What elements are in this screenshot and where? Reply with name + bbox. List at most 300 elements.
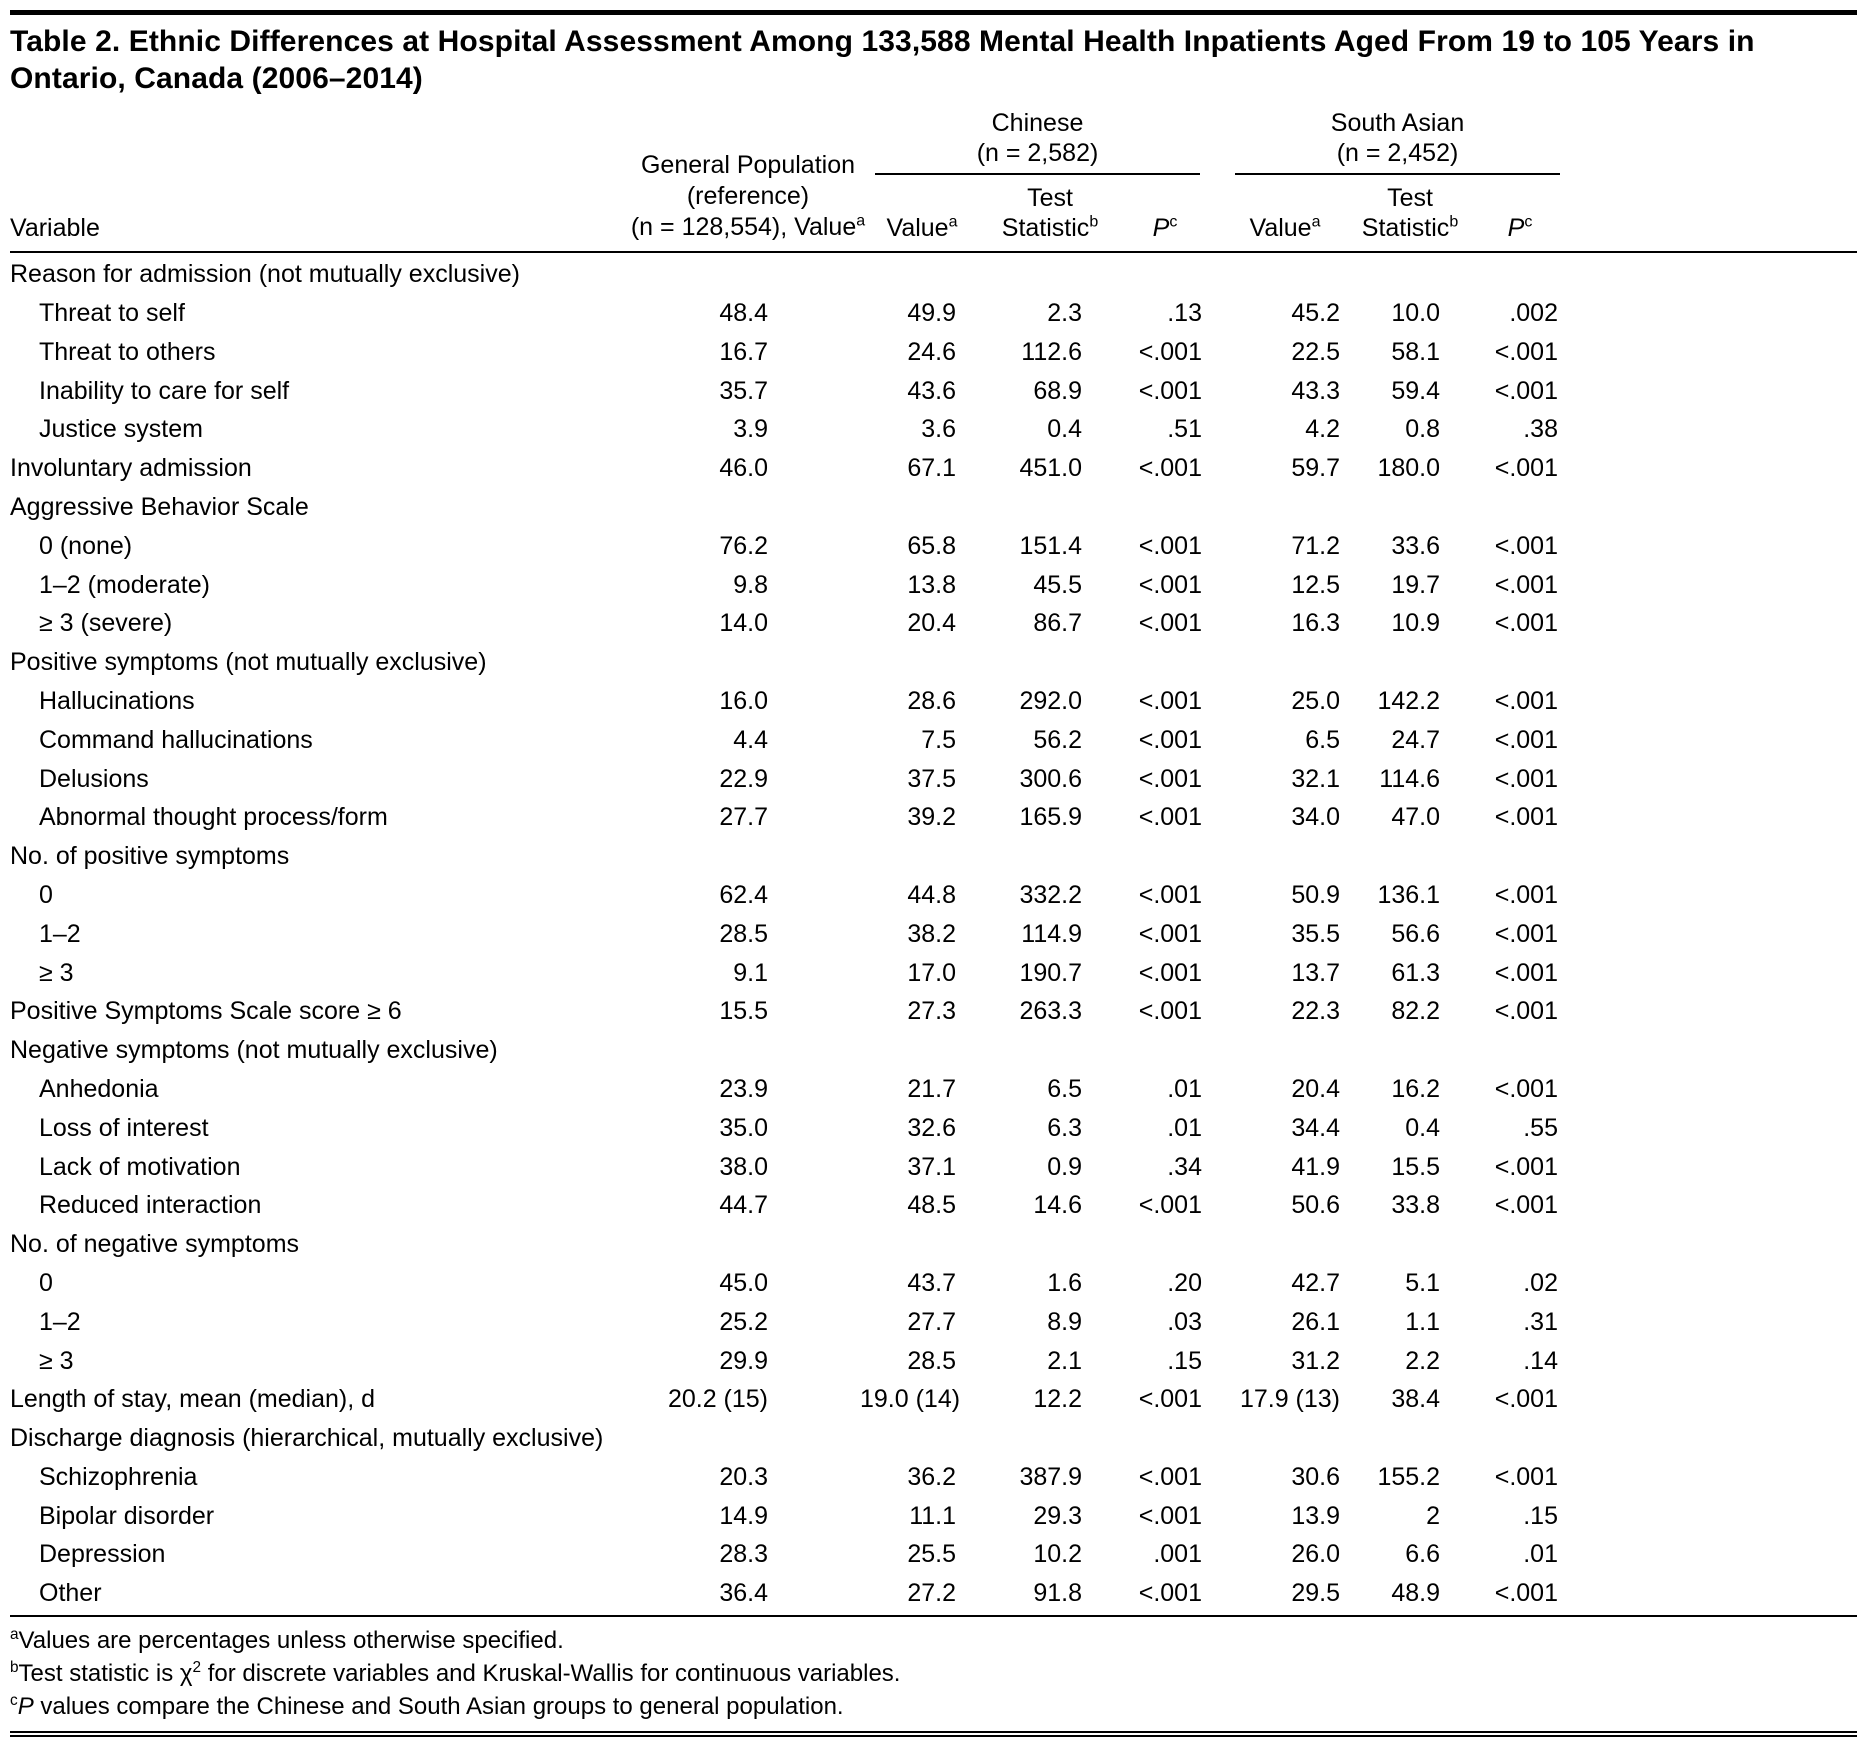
cell-chinese-p: <.001 [1138,803,1202,832]
table-row [10,1342,1857,1381]
footnote-c: $^c$P values compare the Chinese and South Asian groups to general population. [10,1692,844,1721]
row-trailing-spacer [1576,992,1857,1031]
cell-chinese-value: 37.5 [907,764,956,793]
cell-south-asian-value: 42.7 [1291,1268,1340,1297]
cell-chinese-test-statistic: 114.9 [1021,919,1082,948]
chinese-group-n: (n = 2,582) [976,139,1099,168]
cell-south-asian-test-statistic: 16.2 [1391,1074,1440,1103]
table-row [10,876,1857,915]
cell-south-asian-p: <.001 [1494,803,1558,832]
cell-south-asian-p: <.001 [1494,880,1558,909]
cell-south-asian-test-statistic: 19.7 [1391,570,1440,599]
cell-chinese-test-statistic: 387.9 [1019,1462,1082,1491]
cell-general-population-value: 3.9 [733,415,768,444]
cell-south-asian-p: .14 [1523,1346,1558,1375]
cell-south-asian-test-statistic: 33.6 [1391,531,1440,560]
cell-chinese-value: 27.2 [907,1579,956,1608]
footnotes [10,1615,1857,1723]
table-row [10,1497,1857,1536]
cell-chinese-test-statistic: 8.9 [1047,1307,1082,1336]
footnote-b: $^b$Test statistic is $\chi^2$ for discrete variables and Kruskal-Wallis for continuous variables. [10,1659,901,1688]
row-trailing-spacer [1576,449,1857,488]
row-label: 1–2 (moderate) [39,570,210,599]
south-asian-group-n: (n = 2,452) [1336,139,1459,168]
cell-south-asian-test-statistic: 2 [1426,1501,1440,1530]
cell-chinese-value: 25.5 [907,1540,956,1569]
cell-south-asian-test-statistic: 180.0 [1377,454,1440,483]
cell-south-asian-value: 50.9 [1291,880,1340,909]
row-trailing-spacer [1576,1109,1857,1148]
cell-south-asian-value: 31.2 [1291,1346,1340,1375]
row-trailing-spacer [1576,294,1857,333]
row-trailing-spacer [1576,333,1857,372]
row-label: Positive symptoms (not mutually exclusive) [10,648,487,677]
cell-south-asian-p: .55 [1523,1113,1558,1142]
cell-south-asian-p: <.001 [1494,609,1558,638]
cell-chinese-test-statistic: 86.7 [1033,609,1082,638]
cell-chinese-p: <.001 [1138,531,1202,560]
row-label: Schizophrenia [39,1462,198,1491]
cell-chinese-value: 48.5 [907,1191,956,1220]
cell-chinese-test-statistic: 300.6 [1019,764,1082,793]
cell-chinese-test-statistic: 332.2 [1019,880,1082,909]
cell-south-asian-p: .31 [1523,1307,1558,1336]
cell-general-population-value [620,837,860,876]
table-row [10,488,1857,527]
table-row [10,333,1857,372]
cell-south-asian-p: <.001 [1494,958,1558,987]
row-trailing-spacer [1576,1342,1857,1381]
table-bottom-rule [10,1731,1857,1737]
cell-south-asian-test-statistic: 82.2 [1391,997,1440,1026]
row-label: Justice system [39,415,203,444]
cell-chinese-value: 44.8 [907,880,956,909]
cell-general-population-value [620,488,860,527]
cell-south-asian-value: 30.6 [1291,1462,1340,1491]
row-label: Lack of motivation [39,1152,241,1181]
cell-general-population-value [620,1419,860,1458]
column-group-south-asian [1214,108,1576,175]
row-trailing-spacer [1576,1419,1857,1458]
cell-chinese-p [1116,643,1214,682]
cell-south-asian-p: <.001 [1494,454,1558,483]
row-trailing-spacer [1576,488,1857,527]
cell-general-population-value: 38.0 [719,1152,768,1181]
cell-chinese-p: <.001 [1138,958,1202,987]
cell-south-asian-value: 26.0 [1291,1540,1340,1569]
cell-south-asian-test-statistic: 47.0 [1391,803,1440,832]
cell-chinese-value: 27.3 [907,997,956,1026]
row-trailing-spacer [1576,1148,1857,1187]
cell-south-asian-value [1214,1031,1356,1070]
cell-chinese-value: 49.9 [907,298,956,327]
cell-chinese-value: 65.8 [907,531,956,560]
cell-chinese-value: 13.8 [907,570,956,599]
row-label: Abnormal thought process/form [39,803,388,832]
cell-general-population-value: 9.1 [733,958,768,987]
cell-south-asian-test-statistic: 136.1 [1377,880,1440,909]
cell-chinese-p: <.001 [1138,725,1202,754]
row-trailing-spacer [1576,954,1857,993]
row-label: Bipolar disorder [39,1501,215,1530]
row-trailing-spacer [1576,915,1857,954]
row-trailing-spacer [1576,1303,1857,1342]
cell-south-asian-p: .01 [1523,1540,1558,1569]
row-label: Positive Symptoms Scale score ≥ 6 [10,997,402,1026]
cell-south-asian-p [1464,1225,1576,1264]
table-row [10,992,1857,1031]
cell-south-asian-test-statistic: 0.8 [1405,415,1440,444]
cell-south-asian-test-statistic: 15.5 [1391,1152,1440,1181]
cell-south-asian-p [1464,488,1576,527]
row-label: Negative symptoms (not mutually exclusive) [10,1036,498,1065]
cell-south-asian-p: <.001 [1494,531,1558,560]
cell-south-asian-test-statistic: 33.8 [1391,1191,1440,1220]
cell-chinese-test-statistic: 263.3 [1019,997,1082,1026]
table-top-rule [10,10,1857,15]
cell-south-asian-p [1464,255,1576,294]
cell-chinese-p: <.001 [1138,997,1202,1026]
cell-chinese-test-statistic [984,1419,1116,1458]
row-label: No. of positive symptoms [10,842,290,871]
cell-south-asian-value: 34.0 [1291,803,1340,832]
cell-chinese-test-statistic: 190.7 [1019,958,1082,987]
cell-general-population-value: 23.9 [719,1074,768,1103]
cell-south-asian-value: 22.5 [1291,337,1340,366]
row-label: 1–2 [39,1307,81,1336]
row-label: ≥ 3 [39,958,74,987]
cell-south-asian-test-statistic: 61.3 [1391,958,1440,987]
cell-chinese-test-statistic [984,255,1116,294]
cell-south-asian-value: 12.5 [1291,570,1340,599]
cell-chinese-test-statistic: 165.9 [1019,803,1082,832]
cell-south-asian-value: 20.4 [1291,1074,1340,1103]
row-trailing-spacer [1576,1535,1857,1574]
cell-general-population-value: 15.5 [719,997,768,1026]
cell-south-asian-p: .002 [1509,298,1558,327]
table-row [10,1225,1857,1264]
cell-south-asian-test-statistic: 6.6 [1405,1540,1440,1569]
cell-chinese-p: .20 [1167,1268,1202,1297]
cell-chinese-p: <.001 [1138,1501,1202,1530]
row-trailing-spacer [1576,1264,1857,1303]
row-trailing-spacer [1576,1458,1857,1497]
row-label: Length of stay, mean (median), d [10,1385,376,1414]
cell-south-asian-p: <.001 [1494,1579,1558,1608]
cell-general-population-value [620,1225,860,1264]
cell-south-asian-value: 34.4 [1291,1113,1340,1142]
cell-chinese-test-statistic: 12.2 [1033,1385,1082,1414]
cell-south-asian-value: 71.2 [1291,531,1340,560]
cell-south-asian-test-statistic: 2.2 [1405,1346,1440,1375]
cell-chinese-p: <.001 [1138,454,1202,483]
cell-general-population-value: 9.8 [733,570,768,599]
cell-south-asian-test-statistic: 24.7 [1391,725,1440,754]
cell-south-asian-p [1464,837,1576,876]
table-row [10,1535,1857,1574]
cell-south-asian-value [1214,488,1356,527]
cell-south-asian-value: 45.2 [1291,298,1340,327]
table-row [10,1419,1857,1458]
row-label: Reason for admission (not mutually exclusive) [10,260,520,289]
cell-south-asian-value: 43.3 [1291,376,1340,405]
cell-south-asian-test-statistic: 155.2 [1377,1462,1440,1491]
table-body [10,253,1857,1613]
cell-general-population-value: 16.7 [719,337,768,366]
cell-chinese-value: 43.6 [907,376,956,405]
cell-south-asian-p: <.001 [1494,1074,1558,1103]
cell-south-asian-test-statistic: 38.4 [1391,1385,1440,1414]
cell-chinese-p: <.001 [1138,764,1202,793]
cell-general-population-value: 62.4 [719,880,768,909]
row-trailing-spacer [1576,1574,1857,1613]
cell-general-population-value: 16.0 [719,686,768,715]
cell-south-asian-value [1214,1419,1356,1458]
table-row [10,1148,1857,1187]
row-trailing-spacer [1576,410,1857,449]
row-trailing-spacer [1576,876,1857,915]
cell-chinese-p: .01 [1167,1113,1202,1142]
row-trailing-spacer [1576,566,1857,605]
row-label: ≥ 3 (severe) [39,609,173,638]
row-label: Command hallucinations [39,725,313,754]
cell-general-population-value: 20.2 (15) [667,1385,768,1414]
cell-chinese-p: <.001 [1138,337,1202,366]
row-trailing-spacer [1576,604,1857,643]
cell-chinese-test-statistic: 0.9 [1047,1152,1082,1181]
cell-south-asian-value: 29.5 [1291,1579,1340,1608]
cell-south-asian-value: 13.7 [1291,958,1340,987]
cell-chinese-test-statistic: 14.6 [1033,1191,1082,1220]
row-trailing-spacer [1576,1070,1857,1109]
row-trailing-spacer [1576,1031,1857,1070]
cell-chinese-test-statistic: 151.4 [1019,531,1082,560]
cell-general-population-value: 25.2 [719,1307,768,1336]
column-header-chinese-p: $P^c$ [1152,213,1178,243]
cell-south-asian-p: <.001 [1494,1152,1558,1181]
cell-general-population-value: 28.3 [719,1540,768,1569]
cell-south-asian-test-statistic: 10.9 [1391,609,1440,638]
cell-general-population-value: 14.0 [719,609,768,638]
row-label: Anhedonia [39,1074,159,1103]
cell-chinese-p: <.001 [1138,1462,1202,1491]
table-row [10,1574,1857,1613]
row-label: Inability to care for self [39,376,290,405]
cell-south-asian-p: <.001 [1494,570,1558,599]
cell-south-asian-p [1464,1031,1576,1070]
cell-chinese-test-statistic: 0.4 [1047,415,1082,444]
cell-general-population-value: 27.7 [719,803,768,832]
table-row [10,643,1857,682]
cell-chinese-p [1116,1419,1214,1458]
row-label: Depression [39,1540,166,1569]
cell-south-asian-test-statistic [1356,643,1464,682]
cell-chinese-value: 28.5 [907,1346,956,1375]
cell-chinese-p [1116,255,1214,294]
table-row [10,682,1857,721]
cell-chinese-value: 24.6 [907,337,956,366]
cell-south-asian-test-statistic: 1.1 [1405,1307,1440,1336]
cell-chinese-test-statistic [984,837,1116,876]
row-label: No. of negative symptoms [10,1230,300,1259]
row-label: ≥ 3 [39,1346,74,1375]
table-row [10,527,1857,566]
cell-south-asian-value [1214,1225,1356,1264]
cell-chinese-p: <.001 [1138,609,1202,638]
table-row [10,1070,1857,1109]
cell-chinese-test-statistic: 56.2 [1033,725,1082,754]
cell-south-asian-test-statistic [1356,488,1464,527]
cell-south-asian-value: 17.9 (13) [1239,1385,1340,1414]
row-trailing-spacer [1576,798,1857,837]
cell-south-asian-p [1464,1419,1576,1458]
row-trailing-spacer [1576,1225,1857,1264]
column-header-general-population: General Population (reference) (n = 128,554), Value$^a$ [630,151,866,242]
cell-south-asian-value: 50.6 [1291,1191,1340,1220]
cell-chinese-value: 36.2 [907,1462,956,1491]
cell-south-asian-value: 35.5 [1291,919,1340,948]
cell-chinese-test-statistic [984,1225,1116,1264]
row-label: Discharge diagnosis (hierarchical, mutually exclusive) [10,1424,604,1453]
cell-general-population-value [620,643,860,682]
cell-south-asian-value: 16.3 [1291,609,1340,638]
south-asian-group-name: South Asian [1330,109,1465,138]
table-title: Table 2. Ethnic Differences at Hospital Assessment Among 133,588 Mental Health Inpatients Aged From 19 to 105 Years in Ontario, Canada (2006–2014) [10,25,1755,95]
row-label: Involuntary admission [10,454,252,483]
cell-chinese-p: <.001 [1138,1385,1202,1414]
cell-south-asian-p: <.001 [1494,1462,1558,1491]
cell-general-population-value: 44.7 [719,1191,768,1220]
cell-south-asian-test-statistic [1356,1225,1464,1264]
cell-south-asian-value: 25.0 [1291,686,1340,715]
cell-south-asian-p [1464,643,1576,682]
cell-chinese-value: 19.0 (14) [860,1385,961,1414]
table-row [10,1264,1857,1303]
cell-chinese-p: <.001 [1138,1191,1202,1220]
cell-general-population-value [620,255,860,294]
cell-south-asian-value: 13.9 [1291,1501,1340,1530]
cell-chinese-value: 28.6 [907,686,956,715]
row-trailing-spacer [1576,837,1857,876]
cell-chinese-p: .03 [1167,1307,1202,1336]
cell-chinese-p [1116,1031,1214,1070]
cell-chinese-value [860,255,984,294]
cell-south-asian-test-statistic: 142.2 [1377,686,1440,715]
cell-south-asian-test-statistic: 114.6 [1379,764,1440,793]
cell-chinese-value [860,488,984,527]
table-header [10,103,1857,253]
cell-general-population-value: 36.4 [719,1579,768,1608]
cell-south-asian-p: <.001 [1494,764,1558,793]
table-row [10,721,1857,760]
column-header-chinese-value: Value$^a$ [886,213,958,243]
cell-chinese-test-statistic: 292.0 [1019,686,1082,715]
cell-general-population-value: 76.2 [719,531,768,560]
cell-chinese-test-statistic [984,1031,1116,1070]
cell-south-asian-test-statistic [1356,1419,1464,1458]
cell-chinese-p: <.001 [1138,919,1202,948]
row-label: 1–2 [39,919,81,948]
cell-chinese-value: 39.2 [907,803,956,832]
row-trailing-spacer [1576,372,1857,411]
table-row [10,1380,1857,1419]
row-trailing-spacer [1576,760,1857,799]
cell-south-asian-value: 59.7 [1291,454,1340,483]
cell-south-asian-value: 22.3 [1291,997,1340,1026]
cell-chinese-p: .34 [1167,1152,1202,1181]
table-row [10,915,1857,954]
cell-chinese-value: 37.1 [907,1152,956,1181]
table-row [10,255,1857,294]
row-label: Aggressive Behavior Scale [10,492,309,521]
cell-general-population-value: 22.9 [719,764,768,793]
cell-chinese-p: .13 [1167,298,1202,327]
row-trailing-spacer [1576,721,1857,760]
cell-south-asian-test-statistic: 0.4 [1405,1113,1440,1142]
table-row [10,372,1857,411]
cell-chinese-test-statistic: 6.5 [1047,1074,1082,1103]
cell-south-asian-value: 32.1 [1291,764,1340,793]
cell-south-asian-test-statistic: 59.4 [1391,376,1440,405]
cell-south-asian-value [1214,255,1356,294]
row-trailing-spacer [1576,1186,1857,1225]
cell-chinese-value: 20.4 [907,609,956,638]
cell-chinese-value [860,1419,984,1458]
cell-chinese-test-statistic [984,488,1116,527]
cell-chinese-p: .51 [1167,415,1202,444]
cell-south-asian-test-statistic [1356,837,1464,876]
cell-general-population-value: 35.0 [719,1113,768,1142]
row-trailing-spacer [1576,1380,1857,1419]
table-row [10,837,1857,876]
cell-chinese-value [860,1225,984,1264]
cell-chinese-test-statistic [984,643,1116,682]
cell-chinese-value: 17.0 [907,958,956,987]
cell-south-asian-p: <.001 [1494,337,1558,366]
table-row [10,1031,1857,1070]
cell-chinese-p: <.001 [1138,376,1202,405]
cell-chinese-test-statistic: 10.2 [1033,1540,1082,1569]
row-label: Threat to others [39,337,216,366]
cell-south-asian-p: <.001 [1494,1191,1558,1220]
table-row [10,449,1857,488]
cell-south-asian-p: <.001 [1494,376,1558,405]
footnote-a: $^a$Values are percentages unless otherwise specified. [10,1626,564,1655]
table-row [10,410,1857,449]
cell-chinese-test-statistic: 2.3 [1047,298,1082,327]
row-label: 0 (none) [39,531,133,560]
cell-chinese-value [860,1031,984,1070]
row-label: Other [39,1579,102,1608]
cell-general-population-value: 29.9 [719,1346,768,1375]
cell-chinese-value: 32.6 [907,1113,956,1142]
cell-general-population-value: 35.7 [719,376,768,405]
cell-general-population-value: 28.5 [719,919,768,948]
cell-chinese-value: 67.1 [907,454,956,483]
cell-chinese-value: 27.7 [907,1307,956,1336]
cell-chinese-value: 11.1 [909,1501,956,1530]
cell-south-asian-value [1214,837,1356,876]
cell-south-asian-test-statistic [1356,1031,1464,1070]
row-label: Loss of interest [39,1113,209,1142]
row-label: 0 [39,1268,53,1297]
cell-south-asian-value: 4.2 [1305,415,1340,444]
cell-chinese-test-statistic: 1.6 [1047,1268,1082,1297]
cell-chinese-p: <.001 [1138,880,1202,909]
cell-chinese-test-statistic: 29.3 [1033,1501,1082,1530]
row-label: Hallucinations [39,686,195,715]
column-header-chinese-test-statistic: Test Statistic$^b$ [1001,184,1099,243]
